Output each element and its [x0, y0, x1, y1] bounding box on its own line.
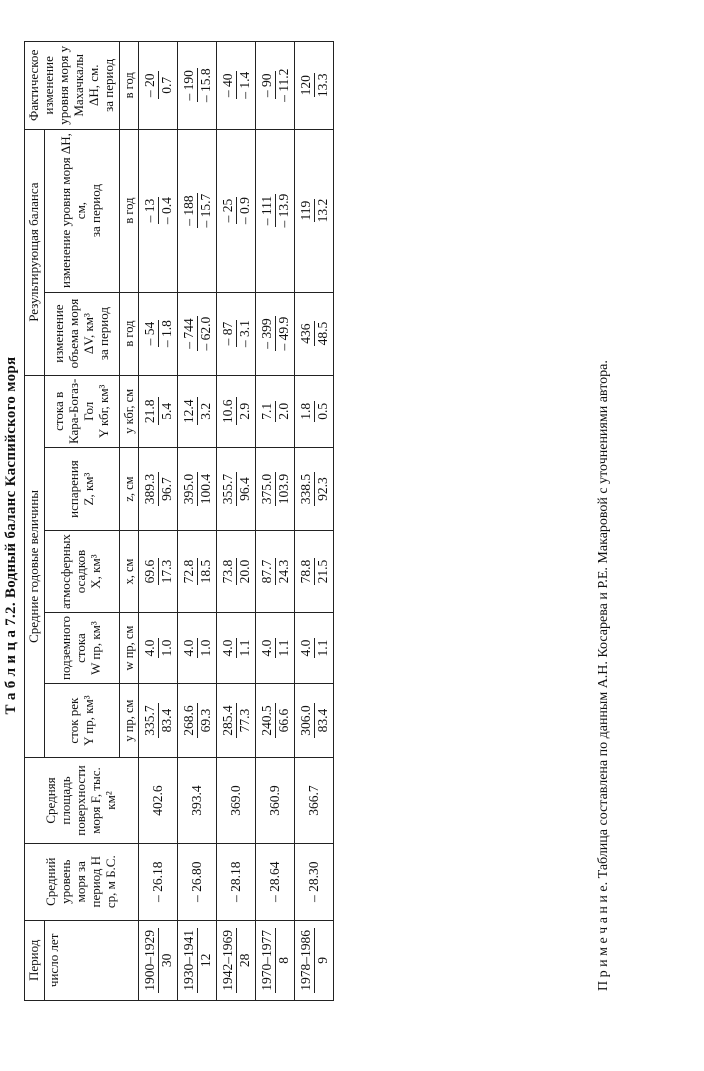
cell-actual-period-value: 120: [298, 75, 314, 96]
cell-rivers-annual-value: 77.3: [236, 708, 252, 733]
header-period: Период: [25, 920, 45, 1000]
cell-vol-change: [139, 292, 178, 375]
cell-rivers: [178, 684, 217, 758]
cell-precip-period-value: 73.8: [220, 559, 236, 584]
cell-level-change: [295, 129, 334, 292]
cell-area: 369.0: [217, 758, 256, 844]
header-level-change-label: изменение уровня моря ΔH, см,: [58, 133, 89, 288]
cell-precip: [217, 531, 256, 613]
cell-ground-annual-value: 1.0: [158, 639, 174, 657]
cell-evap-period-value: 389.3: [142, 473, 157, 505]
cell-evap-fraction: [142, 450, 174, 528]
cell-level-change-period-value: – 111: [259, 195, 275, 226]
cell-vol-change-fraction: [142, 295, 174, 373]
cell-karabogaz-annual-value: 5.4: [158, 402, 174, 420]
cell-karabogaz-fraction: [259, 378, 291, 445]
cell-precip-fraction: [259, 533, 291, 610]
header-rivers: [44, 684, 119, 758]
header-karabogaz-unit-cm: y кбг, см: [119, 375, 138, 447]
cell-rivers-period-value: 306.0: [298, 705, 314, 736]
cell-ground-fraction: [142, 615, 174, 681]
header-vol-change-period: за период: [95, 307, 111, 361]
header-rivers-unit-cm: y пр, см: [119, 684, 138, 758]
cell-ground-period-value: 4.0: [298, 639, 314, 657]
cell-precip: [256, 531, 295, 613]
cell-evap-annual-value: 92.3: [314, 477, 330, 501]
cell-vol-change-fraction: [259, 295, 291, 373]
cell-ground-fraction: [298, 615, 330, 681]
cell-evap-annual-value: 103.9: [275, 473, 291, 505]
cell-precip-annual-value: 20.0: [236, 559, 252, 584]
period-fraction: [298, 923, 330, 998]
cell-rivers-period-value: 240.5: [259, 705, 275, 736]
cell-rivers-period-value: 268.6: [181, 705, 197, 736]
cell-actual-annual-value: – 1.4: [236, 71, 252, 99]
cell-evap-annual-value: 100.4: [197, 473, 213, 505]
cell-actual-annual-value: – 15.8: [197, 68, 213, 103]
cell-karabogaz-annual-value: 2.9: [236, 402, 252, 420]
cell-actual-period-value: – 190: [181, 70, 197, 101]
period-years-count: 30: [158, 953, 174, 968]
cell-level: – 28.30: [295, 843, 334, 920]
cell-level-change-annual-value: 13.2: [314, 198, 330, 223]
period-years-range: 1942–1969: [220, 929, 236, 991]
cell-rivers-fraction: [298, 686, 330, 755]
period-fraction: [220, 923, 252, 998]
cell-karabogaz-fraction: [142, 378, 174, 445]
cell-area: 360.9: [256, 758, 295, 844]
cell-ground: [178, 613, 217, 684]
cell-evap: [139, 448, 178, 531]
header-precip-unit-cm: x, см: [119, 531, 138, 613]
cell-actual-period-value: – 90: [259, 73, 275, 98]
cell-area: 402.6: [139, 758, 178, 844]
cell-vol-change-period-value: – 744: [181, 318, 197, 349]
table-row: [139, 42, 178, 1001]
cell-precip-fraction: [298, 533, 330, 610]
cell-karabogaz-annual-value: 0.5: [314, 402, 330, 420]
cell-ground-fraction: [220, 615, 252, 681]
cell-precip-annual-value: 17.3: [158, 559, 174, 584]
cell-level-change-period-value: 119: [298, 200, 314, 221]
cell-rivers: [295, 684, 334, 758]
cell-actual-fraction: [220, 44, 252, 127]
cell-karabogaz: [139, 375, 178, 447]
cell-vol-change: [217, 292, 256, 375]
cell-vol-change-annual-value: – 1.8: [158, 320, 174, 348]
cell-vol-change-period-value: – 87: [220, 321, 236, 346]
cell-precip-fraction: [142, 533, 174, 610]
cell-karabogaz-fraction: [220, 378, 252, 445]
cell-level-change-fraction: [220, 132, 252, 290]
cell-karabogaz-period-value: 12.4: [181, 399, 197, 424]
cell-ground-period-value: 4.0: [181, 639, 197, 657]
cell-precip-period-value: 87.7: [259, 559, 275, 584]
period-years-range: 1900–1929: [142, 929, 157, 991]
cell-karabogaz-fraction: [181, 378, 213, 445]
cell-level-change: [139, 129, 178, 292]
header-years-count: число лет: [44, 920, 138, 1000]
cell-karabogaz: [178, 375, 217, 447]
cell-actual-period-value: – 20: [142, 73, 157, 98]
cell-evap: [295, 448, 334, 531]
cell-ground-fraction: [181, 615, 213, 681]
cell-actual-annual-value: 13.3: [314, 73, 330, 98]
cell-vol-change-fraction: [298, 295, 330, 373]
header-evap: [44, 448, 119, 531]
cell-level-change-period-value: – 13: [142, 198, 157, 223]
period-years-count: 8: [275, 956, 291, 964]
cell-period: [256, 920, 295, 1000]
cell-area: 393.4: [178, 758, 217, 844]
cell-precip-period-value: 78.8: [298, 559, 314, 584]
table-row: [178, 42, 217, 1001]
header-karabogaz-label: стока в Кара-Богаз-Гол: [50, 378, 96, 445]
header-evap-unit-cm: z, см: [119, 448, 138, 531]
header-actual-label: Фактическое изменение уровня моря у Махачкалы ΔH, см.: [26, 45, 101, 125]
cell-precip-fraction: [181, 533, 213, 610]
cell-level-change-fraction: [142, 132, 174, 290]
cell-level-change-annual-value: – 13.9: [275, 193, 291, 228]
cell-rivers: [139, 684, 178, 758]
water-balance-table: [24, 41, 334, 1001]
cell-precip-annual-value: 21.5: [314, 559, 330, 584]
cell-evap: [256, 448, 295, 531]
cell-level-change-annual-value: – 0.4: [158, 197, 174, 225]
cell-area: 366.7: [295, 758, 334, 844]
cell-vol-change-annual-value: – 62.0: [197, 316, 213, 351]
header-karabogaz: [44, 375, 119, 447]
cell-actual: [217, 42, 256, 130]
cell-precip-annual-value: 24.3: [275, 559, 291, 584]
cell-precip: [178, 531, 217, 613]
cell-ground: [295, 613, 334, 684]
cell-rivers-fraction: [259, 686, 291, 755]
header-precip-unit-km3: X, км³: [88, 554, 104, 589]
header-ground-unit-cm: w пр, см: [119, 613, 138, 684]
cell-karabogaz: [256, 375, 295, 447]
header-ground-label: подземного стока: [58, 616, 89, 680]
cell-vol-change-annual-value: 48.5: [314, 321, 330, 346]
cell-karabogaz-period-value: 10.6: [220, 399, 236, 424]
cell-precip-fraction: [220, 533, 252, 610]
header-ground-unit-km3: W пр, км³: [88, 621, 104, 675]
cell-vol-change: [178, 292, 217, 375]
cell-karabogaz-period-value: 7.1: [259, 402, 275, 420]
cell-evap-period-value: 395.0: [181, 473, 197, 505]
period-fraction: [181, 923, 213, 998]
cell-vol-change-period-value: – 54: [142, 321, 157, 346]
cell-rivers-period-value: 285.4: [220, 705, 236, 736]
table-note: П р и м е ч а н и е. Таблица составлена по данным А.Н. Косарева и Р.Е. Макаровой с уточнениями автора.: [596, 360, 611, 991]
cell-precip-period-value: 69.6: [142, 559, 157, 584]
cell-actual-fraction: [142, 44, 174, 127]
cell-rivers-fraction: [181, 686, 213, 755]
cell-actual-fraction: [181, 44, 213, 127]
cell-ground: [217, 613, 256, 684]
period-years-count: 28: [236, 953, 252, 968]
header-vol-per-year: в год: [119, 292, 138, 375]
cell-level: – 28.64: [256, 843, 295, 920]
header-actual-per-year: в год: [119, 42, 138, 130]
cell-evap-annual-value: 96.4: [236, 477, 252, 501]
cell-period: [295, 920, 334, 1000]
header-actual-period: за период: [100, 58, 116, 112]
header-level-change-period: за период: [88, 184, 104, 238]
header-level: Средний уровень моря за период H ср, м Б.С.: [25, 843, 139, 920]
header-level-per-year: в год: [119, 129, 138, 292]
cell-level-change-period-value: – 188: [181, 195, 197, 226]
cell-level: – 28.18: [217, 843, 256, 920]
header-precip: [44, 531, 119, 613]
cell-level: – 26.18: [139, 843, 178, 920]
header-level-change: [44, 129, 119, 292]
cell-karabogaz: [295, 375, 334, 447]
header-vol-change-label: изменение объема моря ΔV, км³: [50, 298, 96, 369]
cell-rivers-annual-value: 83.4: [314, 708, 330, 733]
period-years-count: 9: [314, 956, 330, 964]
cell-rivers-annual-value: 69.3: [197, 708, 213, 733]
cell-period: [139, 920, 178, 1000]
cell-vol-change-annual-value: – 49.9: [275, 316, 291, 351]
cell-evap-fraction: [298, 450, 330, 528]
cell-rivers-annual-value: 83.4: [158, 708, 174, 733]
header-evap-unit-km3: Z, км³: [80, 472, 96, 506]
cell-evap-annual-value: 96.7: [158, 477, 174, 501]
header-karabogaz-unit-km3: Y кбг, км³: [95, 384, 111, 439]
cell-actual: [295, 42, 334, 130]
header-ground: [44, 613, 119, 684]
header-vol-change: [44, 292, 119, 375]
cell-vol-change-fraction: [181, 295, 213, 373]
cell-evap: [217, 448, 256, 531]
cell-rivers-annual-value: 66.6: [275, 708, 291, 733]
cell-evap-fraction: [181, 450, 213, 528]
cell-karabogaz-fraction: [298, 378, 330, 445]
cell-rivers-fraction: [220, 686, 252, 755]
cell-actual-fraction: [298, 44, 330, 127]
cell-ground-annual-value: 1.1: [275, 639, 291, 657]
cell-ground: [139, 613, 178, 684]
cell-ground-period-value: 4.0: [220, 639, 236, 657]
cell-vol-change: [256, 292, 295, 375]
cell-level-change-fraction: [259, 132, 291, 290]
header-rivers-label: сток рек: [65, 697, 81, 744]
cell-ground-annual-value: 1.1: [236, 639, 252, 657]
cell-level-change-fraction: [181, 132, 213, 290]
table-body: [139, 42, 334, 1001]
cell-ground: [256, 613, 295, 684]
cell-ground-annual-value: 1.1: [314, 639, 330, 657]
cell-ground-period-value: 4.0: [259, 639, 275, 657]
cell-evap-fraction: [220, 450, 252, 528]
cell-ground-annual-value: 1.0: [197, 639, 213, 657]
cell-evap: [178, 448, 217, 531]
cell-karabogaz-period-value: 21.8: [142, 399, 157, 424]
cell-level: – 26.80: [178, 843, 217, 920]
cell-evap-period-value: 355.7: [220, 473, 236, 505]
cell-actual-period-value: – 40: [220, 73, 236, 98]
table-row: [256, 42, 295, 1001]
cell-vol-change: [295, 292, 334, 375]
cell-period: [178, 920, 217, 1000]
period-years-range: 1930–1941: [181, 929, 197, 991]
cell-evap-period-value: 375.0: [259, 473, 275, 505]
cell-precip: [139, 531, 178, 613]
table-row: [295, 42, 334, 1001]
header-precip-label: атмосферных осадков: [58, 534, 89, 610]
cell-level-change: [178, 129, 217, 292]
cell-actual-annual-value: – 11.2: [275, 68, 291, 102]
table-row: [217, 42, 256, 1001]
cell-evap-fraction: [259, 450, 291, 528]
header-resulting: Результирующая баланса: [25, 129, 45, 375]
cell-actual: [139, 42, 178, 130]
cell-vol-change-period-value: – 399: [259, 318, 275, 349]
cell-evap-period-value: 338.5: [298, 473, 314, 505]
cell-karabogaz-period-value: 1.8: [298, 402, 314, 420]
period-years-count: 12: [197, 953, 213, 968]
cell-actual: [256, 42, 295, 130]
header-evap-label: испарения: [65, 460, 81, 518]
cell-rivers-period-value: 335.7: [142, 705, 157, 736]
period-years-range: 1978–1986: [298, 929, 314, 991]
cell-level-change-annual-value: – 0.9: [236, 197, 252, 225]
cell-actual-annual-value: 0.7: [158, 76, 174, 94]
cell-rivers: [217, 684, 256, 758]
cell-vol-change-fraction: [220, 295, 252, 373]
period-years-range: 1970–1977: [259, 929, 275, 991]
period-fraction: [259, 923, 291, 998]
cell-precip: [295, 531, 334, 613]
cell-period: [217, 920, 256, 1000]
cell-level-change-period-value: – 25: [220, 198, 236, 223]
cell-vol-change-annual-value: – 3.1: [236, 320, 252, 348]
table-title: Т а б л и ц а 7.2. Водный баланс Каспийского моря: [3, 356, 19, 715]
cell-karabogaz-annual-value: 3.2: [197, 402, 213, 420]
header-area: Средняя площадь поверхности моря F, тыс. км²: [25, 758, 139, 844]
period-fraction: [142, 923, 174, 998]
cell-level-change: [256, 129, 295, 292]
cell-level-change: [217, 129, 256, 292]
cell-rivers-fraction: [142, 686, 174, 755]
header-actual: [25, 42, 120, 130]
cell-rivers: [256, 684, 295, 758]
cell-actual-fraction: [259, 44, 291, 127]
cell-vol-change-period-value: 436: [298, 323, 314, 344]
cell-ground-period-value: 4.0: [142, 639, 157, 657]
cell-karabogaz: [217, 375, 256, 447]
header-rivers-unit-km3: Y пр, км³: [80, 695, 96, 746]
cell-ground-fraction: [259, 615, 291, 681]
cell-level-change-fraction: [298, 132, 330, 290]
cell-actual: [178, 42, 217, 130]
cell-precip-period-value: 72.8: [181, 559, 197, 584]
header-annual: Средние годовые величины: [25, 375, 45, 758]
cell-karabogaz-annual-value: 2.0: [275, 402, 291, 420]
cell-level-change-annual-value: – 15.7: [197, 193, 213, 228]
cell-precip-annual-value: 18.5: [197, 559, 213, 584]
